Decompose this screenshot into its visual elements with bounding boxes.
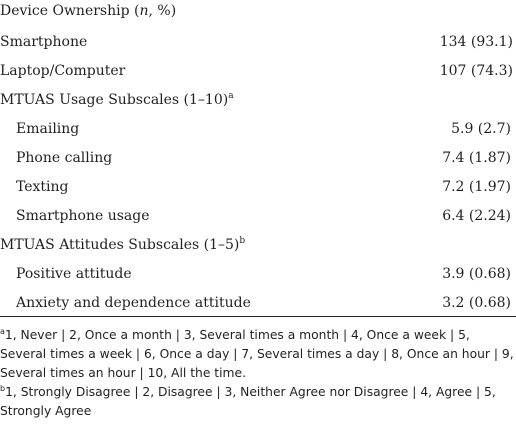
table-row-texting bbox=[0, 173, 516, 202]
row-value: 3.9 (0.68) bbox=[442, 266, 511, 282]
row-value: 6.4 (2.24) bbox=[442, 208, 511, 224]
row-label: Positive attitude bbox=[16, 266, 132, 282]
table-row-laptop-computer bbox=[0, 57, 516, 86]
table-footnotes bbox=[0, 326, 514, 421]
table-bottom-rule bbox=[0, 316, 516, 317]
footnote-b: $^b$1, Strongly Disagree | 2, Disagree | 3, Neither Agree nor Disagree | 4, Agree | 5, Strongly Agree bbox=[0, 384, 496, 418]
row-label: Smartphone bbox=[0, 34, 88, 50]
table-row-smartphone bbox=[0, 28, 516, 57]
section-header-device-ownership bbox=[0, 0, 516, 28]
row-label: Phone calling bbox=[16, 150, 113, 166]
row-value: 7.2 (1.97) bbox=[442, 179, 511, 195]
row-label: Anxiety and dependence attitude bbox=[16, 295, 251, 311]
table-row-phone-calling bbox=[0, 144, 516, 173]
row-label: Smartphone usage bbox=[16, 208, 150, 224]
row-value: 134 (93.1) bbox=[439, 34, 513, 50]
row-label: Laptop/Computer bbox=[0, 63, 126, 79]
section-header-mtuas-attitudes bbox=[0, 231, 516, 260]
row-label: Device Ownership (n, %) bbox=[0, 3, 177, 19]
section-header-mtuas-usage bbox=[0, 86, 516, 115]
table-row-smartphone-usage bbox=[0, 202, 516, 231]
row-label: MTUAS Usage Subscales $(1-10)^a$ bbox=[0, 91, 234, 108]
table-row-positive-attitude bbox=[0, 260, 516, 289]
footnote-a: $^a$1, Never | 2, Once a month | 3, Several times a month | 4, Once a week | 5, Several times a week | 6, Once a day | 7, Several times a day | 8, Once an hour | 9, Several times an hour | 10, All the time. bbox=[0, 327, 514, 380]
table-row-anxiety-dependence bbox=[0, 289, 516, 318]
row-value: 3.2 (0.68) bbox=[442, 295, 511, 311]
row-value: 107 (74.3) bbox=[439, 63, 513, 79]
footnote-mark-b: b bbox=[239, 236, 246, 246]
table-row-emailing bbox=[0, 115, 516, 144]
row-value: 5.9 (2.7) bbox=[451, 121, 511, 137]
row-label: Emailing bbox=[16, 121, 80, 137]
row-value: 7.4 (1.87) bbox=[442, 150, 511, 166]
row-label: MTUAS Attitudes Subscales $(1-5)^b$ bbox=[0, 236, 246, 253]
row-label: Texting bbox=[16, 179, 69, 195]
footnote-mark-a: a bbox=[228, 91, 234, 101]
